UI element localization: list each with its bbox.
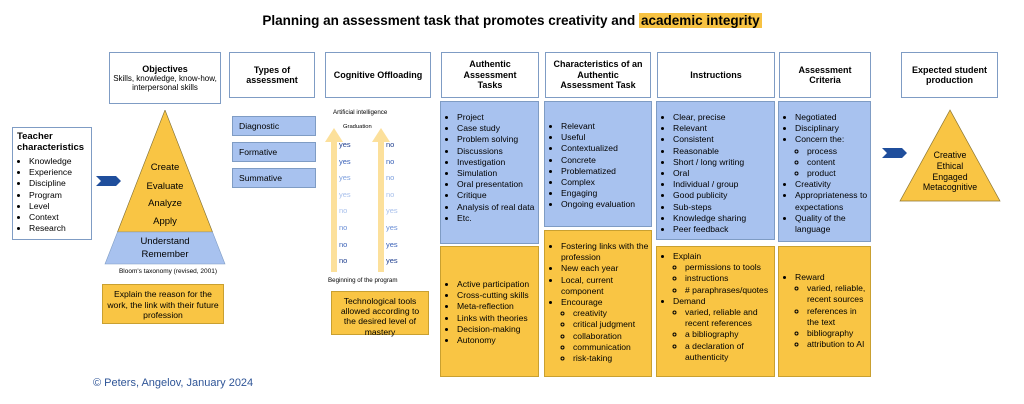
task-skill-item: • Active participation [457,279,536,290]
level-analyze: Analyze [148,198,182,209]
teacher-item: • Level [29,201,87,212]
level-evaluate: Evaluate [146,181,184,192]
task-item: • Project [457,112,536,123]
sub-list-item: ◦ bibliography [807,328,868,339]
title-highlight: academic integrity [641,13,760,28]
level-apply: Apply [153,216,177,227]
characteristic-extra-item: • Fostering links with the profession [561,241,649,263]
ai-right-value: no [386,189,395,199]
sub-list-item: ◦ # paraphrases/quotes [685,285,772,296]
instructions-yellow-list [659,251,772,363]
sub-list-item: ◦ product [807,168,868,179]
authentic-yellow-box [440,246,539,377]
instruction-item: • Good publicity [673,190,772,201]
teacher-item: • Program [29,190,87,201]
characteristics-yellow-list [547,241,649,364]
task-item: • Discussions [457,146,536,157]
task-item: • Oral presentation [457,179,536,190]
instructions-yellow-box [656,246,775,377]
instruction-item: • Relevant [673,123,772,134]
teacher-item: • Knowledge [29,156,87,167]
ai-right-value: no [386,173,395,183]
production-engaged: Engaged [932,171,968,182]
ai-left-value: yes [339,189,351,199]
sub-list-item: ◦ varied, reliable, recent sources [807,283,868,305]
sub-list-item: ◦ collaboration [573,331,649,342]
level-remember: Remember [141,249,189,260]
bloom-lower-levels [104,236,226,261]
demand-item: • Demand ◦ varied, reliable and recent references ◦ a bibliography ◦ a declaration of authenticity [673,296,772,363]
characteristic-extra-item: • Encourage ◦ creativity ◦ critical judgment ◦ collaboration ◦ communication ◦ risk-taking [561,297,649,364]
instructions-header: Instructions [657,52,775,98]
sub-list-item: ◦ creativity [573,308,649,319]
criteria-item: • Appropriateness to expectations [795,190,868,212]
sub-list-item: ◦ communication [573,342,649,353]
reward-item: • Reward ◦ varied, reliable, recent sources ◦ references in the text ◦ bibliography ◦ attribution to AI [795,272,868,350]
task-item: • Problem solving [457,134,536,145]
objectives-subtitle: Skills, knowledge, know-how, interpersonal skills [113,73,217,93]
characteristics-yellow-box [544,230,652,377]
sub-list-item: ◦ references in the text [807,306,868,328]
characteristic-extra-item: • Local, current component [561,275,649,297]
instruction-item: • Short / long writing [673,157,772,168]
sub-list-item: ◦ process [807,146,868,157]
instruction-item: • Knowledge sharing [673,213,772,224]
copyright: © Peters, Angelov, January 2024 [93,377,254,389]
criteria-item: • Concern the: ◦ process ◦ content ◦ product [795,134,868,179]
criteria-blue-list [781,112,868,235]
types-header: Types of assessment [229,52,315,98]
ai-right-value: yes [386,239,398,249]
task-item: • Etc. [457,213,536,224]
production-list [898,150,1002,193]
characteristic-item: • Ongoing evaluation [561,199,649,210]
ai-right-value: no [386,156,395,166]
teacher-title: Teacher characteristics [17,131,85,153]
criteria-yellow-box [778,246,871,377]
production-ethical: Ethical [936,160,964,171]
sub-list-item: ◦ attribution to AI [807,339,868,350]
ai-left-value: no [339,206,348,216]
sub-list-item: ◦ content [807,157,868,168]
criteria-item: • Disciplinary [795,123,868,134]
instruction-item: • Reasonable [673,146,772,157]
teacher-item: • Discipline [29,178,87,189]
criteria-blue-box [778,101,871,242]
bloom-caption: Bloom's taxonomy (revised, 2001) [118,268,218,275]
authentic-header: Authentic Assessment Tasks [441,52,539,98]
offloading-right-column [386,140,410,273]
type-formative: Formative [232,142,316,162]
characteristic-item: • Problematized [561,166,649,177]
task-item: • Investigation [457,157,536,168]
type-diagnostic: Diagnostic [232,116,316,136]
task-item: • Case study [457,123,536,134]
characteristic-item: • Contextualized [561,143,649,154]
task-item: • Simulation [457,168,536,179]
sub-list-item: ◦ a bibliography [685,329,772,340]
criteria-item: • Creativity [795,179,868,190]
ai-right-value: no [386,140,395,149]
instruction-item: • Peer feedback [673,224,772,235]
instruction-item: • Individual / group [673,179,772,190]
offloading-note: Technological tools allowed according to the desired level of mastery [331,291,429,335]
teacher-box [12,127,92,240]
instruction-item: • Clear, precise [673,112,772,123]
ai-right-value: yes [386,256,398,266]
sub-list-item: ◦ critical judgment [573,319,649,330]
title-main: Planning an assessment task that promotes creativity and [262,13,640,28]
offloading-top-label: Artificial intelligence [333,109,388,116]
criteria-item: • Negotiated [795,112,868,123]
objectives-title: Objectives [142,63,188,74]
sub-list-item: ◦ varied, reliable and recent references [685,307,772,329]
task-skill-item: • Cross-cutting skills [457,290,536,301]
offloading-graduation: Graduation [343,124,372,130]
authentic-yellow-list [443,279,536,346]
teacher-item: • Research [29,223,87,234]
teacher-item: • Context [29,212,87,223]
offloading-header: Cognitive Offloading [325,52,431,98]
ai-left-value: no [339,222,348,232]
objectives-note: Explain the reason for the work, the link with their future profession [102,284,224,324]
reward-sub-list [795,283,868,350]
characteristic-item: • Engaging [561,188,649,199]
ai-right-value: yes [386,206,398,216]
type-summative: Summative [232,168,316,188]
sub-list-item: ◦ risk-taking [573,353,649,364]
page-title [0,13,1024,28]
ai-right-value: yes [386,222,398,232]
ai-left-value: no [339,239,348,249]
instruction-item: • Oral [673,168,772,179]
objectives-header [109,52,221,104]
sub-list-item: ◦ a declaration of authenticity [685,341,772,363]
task-skill-item: • Decision-making [457,324,536,335]
instruction-item: • Consistent [673,134,772,145]
sub-list-item: ◦ permissions to tools [685,262,772,273]
task-skill-item: • Autonomy [457,335,536,346]
criteria-yellow-list [781,272,868,350]
authentic-blue-box [440,101,539,244]
explain-sub-list [673,262,772,296]
sub-list-item: ◦ instructions [685,273,772,284]
ai-left-value: yes [339,140,351,149]
encourage-sub-list [561,308,649,364]
task-item: • Critique [457,190,536,201]
characteristic-extra-item: • New each year [561,263,649,274]
instruction-item: • Sub-steps [673,202,772,213]
characteristics-blue-box [544,101,652,227]
concern-sub-list [795,146,868,180]
ai-left-value: yes [339,156,351,166]
task-item: • Analysis of real data [457,202,536,213]
production-header: Expected student production [901,52,998,98]
task-skill-item: • Links with theories [457,313,536,324]
ai-left-value: yes [339,173,351,183]
explain-item: • Explain ◦ permissions to tools ◦ instructions ◦ # paraphrases/quotes [673,251,772,296]
criteria-header: Assessment Criteria [779,52,871,98]
teacher-item: • Experience [29,167,87,178]
criteria-item: • Quality of the language [795,213,868,235]
task-skill-item: • Meta-reflection [457,301,536,312]
demand-sub-list [673,307,772,363]
characteristic-item: • Complex [561,177,649,188]
characteristic-item: • Useful [561,132,649,143]
authentic-blue-list [443,112,536,224]
teacher-list [17,156,87,234]
production-creative: Creative [933,150,967,160]
instructions-blue-box [656,101,775,240]
level-understand: Understand [140,236,190,247]
characteristic-item: • Relevant [561,121,649,132]
characteristics-header: Characteristics of an Authentic Assessment Task [545,52,651,98]
level-create: Create [150,162,180,173]
offloading-bottom-label: Beginning of the program [328,277,398,284]
instructions-blue-list [659,112,772,235]
offloading-left-column [339,140,363,273]
ai-left-value: no [339,256,348,266]
characteristic-item: • Concrete [561,155,649,166]
production-metacognitive: Metacognitive [922,182,978,193]
bloom-upper-levels [104,160,226,231]
characteristics-blue-list [547,121,649,211]
